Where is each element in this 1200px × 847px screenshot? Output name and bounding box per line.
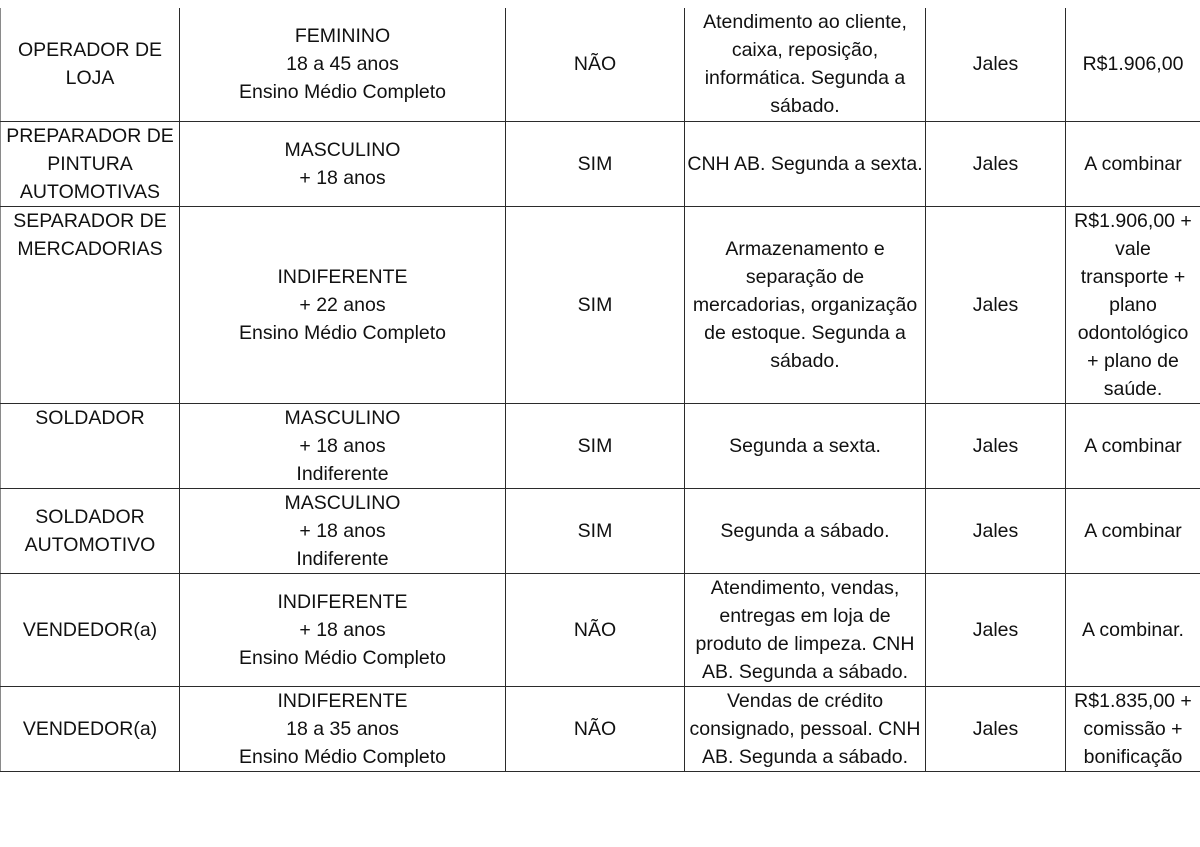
role-cell: [1, 686, 180, 771]
city-cell: [926, 121, 1066, 206]
profile-line: MASCULINO: [284, 491, 401, 514]
profile-cell: [180, 573, 506, 686]
details-line: sábado.: [770, 95, 840, 118]
role-line: MERCADORIAS: [17, 237, 163, 260]
role-cell: [1, 206, 180, 403]
city-value: Jales: [972, 434, 1019, 457]
details-line: Atendimento ao cliente,: [703, 11, 907, 34]
profile-cell: [180, 206, 506, 403]
role-line: VENDEDOR(a): [22, 717, 158, 740]
salary-line: plano: [1109, 293, 1157, 316]
salary-line: transporte +: [1080, 265, 1186, 288]
role-cell: [1, 403, 180, 488]
profile-line: Ensino Médio Completo: [238, 321, 447, 344]
details-line: Armazenamento e: [725, 237, 885, 260]
role-line: SOLDADOR: [35, 505, 145, 528]
profile-line: INDIFERENTE: [277, 689, 408, 712]
cnh-cell: [506, 573, 685, 686]
details-line: informática. Segunda a: [704, 67, 906, 90]
salary-line: R$1.835,00 +: [1074, 689, 1192, 712]
salary-cell: [1066, 686, 1200, 771]
salary-line: saúde.: [1103, 377, 1163, 400]
profile-line: Ensino Médio Completo: [238, 81, 447, 104]
details-line: entregas em loja de: [719, 604, 891, 627]
role-line: AUTOMOTIVAS: [19, 180, 161, 203]
salary-line: A combinar: [1084, 434, 1182, 457]
details-cell: [685, 686, 926, 771]
profile-line: MASCULINO: [284, 138, 401, 161]
profile-line: INDIFERENTE: [277, 590, 408, 613]
details-line: caixa, reposição,: [731, 39, 879, 62]
details-line: consignado, pessoal. CNH: [689, 717, 921, 740]
salary-line: A combinar: [1084, 152, 1182, 175]
city-cell: [926, 573, 1066, 686]
profile-line: + 22 anos: [299, 293, 386, 316]
details-line: Segunda a sexta.: [729, 434, 881, 457]
profile-line: Indiferente: [296, 462, 389, 485]
details-cell: [685, 573, 926, 686]
profile-line: MASCULINO: [284, 406, 401, 429]
role-line: AUTOMOTIVO: [24, 533, 156, 556]
role-line: SOLDADOR: [35, 406, 145, 429]
city-cell: [926, 8, 1066, 121]
cnh-value: SIM: [577, 152, 613, 175]
profile-line: Indiferente: [296, 547, 389, 570]
profile-cell: [180, 8, 506, 121]
profile-line: FEMININO: [294, 25, 391, 48]
salary-cell: [1066, 206, 1200, 403]
role-line: OPERADOR DE: [17, 39, 163, 62]
profile-line: + 18 anos: [299, 166, 386, 189]
details-line: separação de: [745, 265, 865, 288]
salary-line: vale: [1115, 237, 1151, 260]
salary-cell: [1066, 573, 1200, 686]
role-cell: [1, 8, 180, 121]
role-line: SEPARADOR DE: [13, 209, 167, 232]
profile-line: + 18 anos: [299, 519, 386, 542]
profile-cell: [180, 488, 506, 573]
table-row: [1, 206, 1200, 403]
table-body: [1, 8, 1200, 771]
salary-cell: [1066, 403, 1200, 488]
profile-cell: [180, 121, 506, 206]
details-line: Vendas de crédito: [726, 689, 884, 712]
details-line: Segunda a sábado.: [720, 519, 890, 542]
role-line: PINTURA: [47, 152, 133, 175]
city-value: Jales: [972, 53, 1019, 76]
profile-line: + 18 anos: [299, 434, 386, 457]
cnh-value: SIM: [577, 293, 613, 316]
cnh-cell: [506, 121, 685, 206]
profile-line: Ensino Médio Completo: [238, 646, 447, 669]
details-line: AB. Segunda a sábado.: [702, 660, 908, 683]
salary-cell: [1066, 121, 1200, 206]
role-cell: [1, 488, 180, 573]
details-line: mercadorias, organização: [692, 293, 918, 316]
profile-line: + 18 anos: [299, 618, 386, 641]
cnh-cell: [506, 686, 685, 771]
job-listings-table-container: [0, 8, 1200, 772]
profile-line: Ensino Médio Completo: [238, 745, 447, 768]
city-cell: [926, 403, 1066, 488]
details-line: de estoque. Segunda a: [704, 321, 906, 344]
table-row: [1, 686, 1200, 771]
profile-cell: [180, 403, 506, 488]
table-row: [1, 488, 1200, 573]
cnh-value: NÃO: [573, 618, 617, 641]
profile-line: 18 a 35 anos: [286, 717, 399, 740]
details-cell: [685, 8, 926, 121]
cnh-value: SIM: [577, 434, 613, 457]
cnh-value: NÃO: [573, 53, 617, 76]
salary-line: + plano de: [1087, 349, 1179, 372]
salary-line: A combinar.: [1082, 618, 1184, 641]
profile-line: 18 a 45 anos: [286, 53, 399, 76]
city-value: Jales: [972, 717, 1019, 740]
details-line: AB. Segunda a sábado.: [702, 745, 908, 768]
salary-line: comissão +: [1083, 717, 1183, 740]
city-cell: [926, 206, 1066, 403]
salary-line: A combinar: [1084, 519, 1182, 542]
table-row: [1, 8, 1200, 121]
details-line: CNH AB. Segunda a sexta.: [687, 152, 923, 175]
cnh-cell: [506, 488, 685, 573]
city-value: Jales: [972, 519, 1019, 542]
city-value: Jales: [972, 618, 1019, 641]
cnh-cell: [506, 206, 685, 403]
details-cell: [685, 403, 926, 488]
cnh-value: NÃO: [573, 717, 617, 740]
salary-cell: [1066, 488, 1200, 573]
table-row: [1, 121, 1200, 206]
profile-cell: [180, 686, 506, 771]
details-cell: [685, 206, 926, 403]
role-line: VENDEDOR(a): [22, 618, 158, 641]
salary-cell: [1066, 8, 1200, 121]
city-cell: [926, 686, 1066, 771]
role-line: PREPARADOR DE: [6, 124, 174, 147]
cnh-value: SIM: [577, 519, 613, 542]
details-cell: [685, 488, 926, 573]
salary-line: R$1.906,00: [1082, 53, 1184, 76]
cnh-cell: [506, 403, 685, 488]
table-row: [1, 573, 1200, 686]
job-listings-table: [0, 8, 1200, 772]
details-line: Atendimento, vendas,: [710, 576, 900, 599]
details-cell: [685, 121, 926, 206]
details-line: sábado.: [770, 349, 840, 372]
details-line: produto de limpeza. CNH: [695, 632, 915, 655]
city-value: Jales: [972, 152, 1019, 175]
city-value: Jales: [972, 293, 1019, 316]
profile-line: INDIFERENTE: [277, 265, 408, 288]
role-line: LOJA: [65, 67, 115, 90]
role-cell: [1, 573, 180, 686]
salary-line: R$1.906,00 +: [1074, 209, 1192, 232]
table-row: [1, 403, 1200, 488]
city-cell: [926, 488, 1066, 573]
salary-line: bonificação: [1083, 745, 1183, 768]
role-cell: [1, 121, 180, 206]
cnh-cell: [506, 8, 685, 121]
salary-line: odontológico: [1077, 321, 1189, 344]
